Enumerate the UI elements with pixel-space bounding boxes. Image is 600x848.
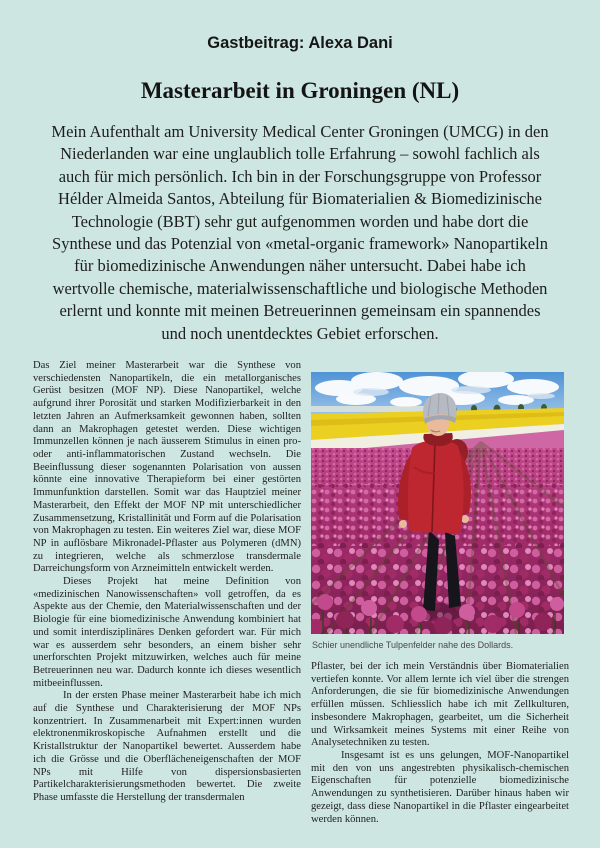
article-body [33,360,569,826]
paragraph: Pflaster, bei der ich mein Verständnis über Biomaterialien vertiefen konnte. Vor allem lernte ich viel über die strengen Anforderungen, die sie für biomedizinische Anwendungen erfüllen müssen. Schliesslich habe ich mit Zellkulturen, insbesondere Makrophagen, gearbeitet, um die Sicherheit und Wirksamkeit meines Systems mit einer Reihe von Analysetechniken zu testen. [311,661,569,749]
paragraph: Das Ziel meiner Masterarbeit war die Synthese von verschiedensten Nanopartikeln, die ein metallorganisches Gerüst besitzen (MOF NP). Diese Nanopartikel, welche aufgrund ihrer Porosität und starken Modifizierbarkeit in den letzten Jahren an Aufmerksamkeit gewonnen haben, sollten dann an Makrophagen getestet werden. Diese wichtigen Immunzellen können je nach äusserem Stimulus in einen pro- oder anti-inflammatorischen Zustand wechseln. Die Beeinflussung dieser sogenannten Polarisation von aussen könnte eine innovative Therapieform bei einer gestörten Immunfunktion darstellen. Somit war das Hauptziel meiner Masterarbeit, den Effekt der MOF NP mit unterschiedlicher Zusammensetzung, Kristallinität und Form auf die Polarisation von Makrophagen zu testen. Ein weiteres Ziel war, diese MOF NP in auflösbare Mikronadel-Pflaster aus Polymeren (dMN) zu integrieren, welche als schmerzlose transdermale Darreichungsform von Arzneimitteln entwickelt werden. [33,360,301,575]
left-column [33,360,301,826]
right-column [311,360,569,826]
kicker: Gastbeitrag: Alexa Dani [207,34,393,52]
intro-paragraph: Mein Aufenthalt am University Medical Center Groningen (UMCG) in den Niederlanden war eine unglaublich tolle Erfahrung – sowohl fachlich als auch für mich persönlich. Ich bin in der Forschungsgruppe von Professor Hélder Almeida Santos, Abteilung für Biomaterialien & Biomedizinische Technologie (BBT) sehr gut aufgenommen worden und habe dort die Synthese und das Potenzial von «metal-organic framework» Nanopartikeln für biomedizinische Anwendungen näher untersucht. Dabei habe ich wertvolle chemische, materialwissenschaftliche und biologische Methoden erlernt und konnte mit meinen Betreuerinnen gemeinsam ein spannendes und noch unentdecktes Gebiet erforschen. [51,122,549,343]
paragraph: In der ersten Phase meiner Masterarbeit habe ich mich auf die Synthese und Charakterisierung der MOF NPs konzentriert. In Zusammenarbeit mit Expert:innen wurden elektronenmikroskopische Aufnahmen erstellt und die Kristallstruktur der Nanopartikel bewertet. Ausserdem habe ich die Grösse und die Oberflächeneigenschaften der MOF NPs mit Hilfe von dispersionsbasierten Partikelcharakterisierungsmethoden bewertet. Die zweite Phase umfasste die Herstellung der transdermalen [33,690,301,803]
page-title: Masterarbeit in Groningen (NL) [140,78,460,103]
tulip-field-photo-art [311,372,564,634]
photo-caption: Schier unendliche Tulpenfelder nahe des Dollards. [312,640,514,651]
tulip-field-photo [311,372,564,634]
paragraph: Dieses Projekt hat meine Definition von «medizinischen Nanowissenschaften» voll getroffen, da es Aspekte aus der Chemie, den Materialwissenschaften und der Biologie für eine biomedizinische Anwendung kombiniert hat und somit interdisziplinäres Denken gefordert war. Für mich war es ausserdem sehr besonders, an einem bisher sehr unerforschten Projekt mitzuwirken, welches auch für meine Betreuerinnen neu war. Dadurch konnte ich dieses wesentlich mitbeeinflussen. [33,576,301,689]
paragraph: Insgesamt ist es uns gelungen, MOF-Nanopartikel mit den von uns angestrebten physikalisch-chemischen Eigenschaften für potenzielle biomedizinische Anwendungen zu synthetisieren. Darüber hinaus haben wir gezeigt, dass diese Nanopartikel in die Pflaster eingearbeitet werden können. [311,749,569,825]
